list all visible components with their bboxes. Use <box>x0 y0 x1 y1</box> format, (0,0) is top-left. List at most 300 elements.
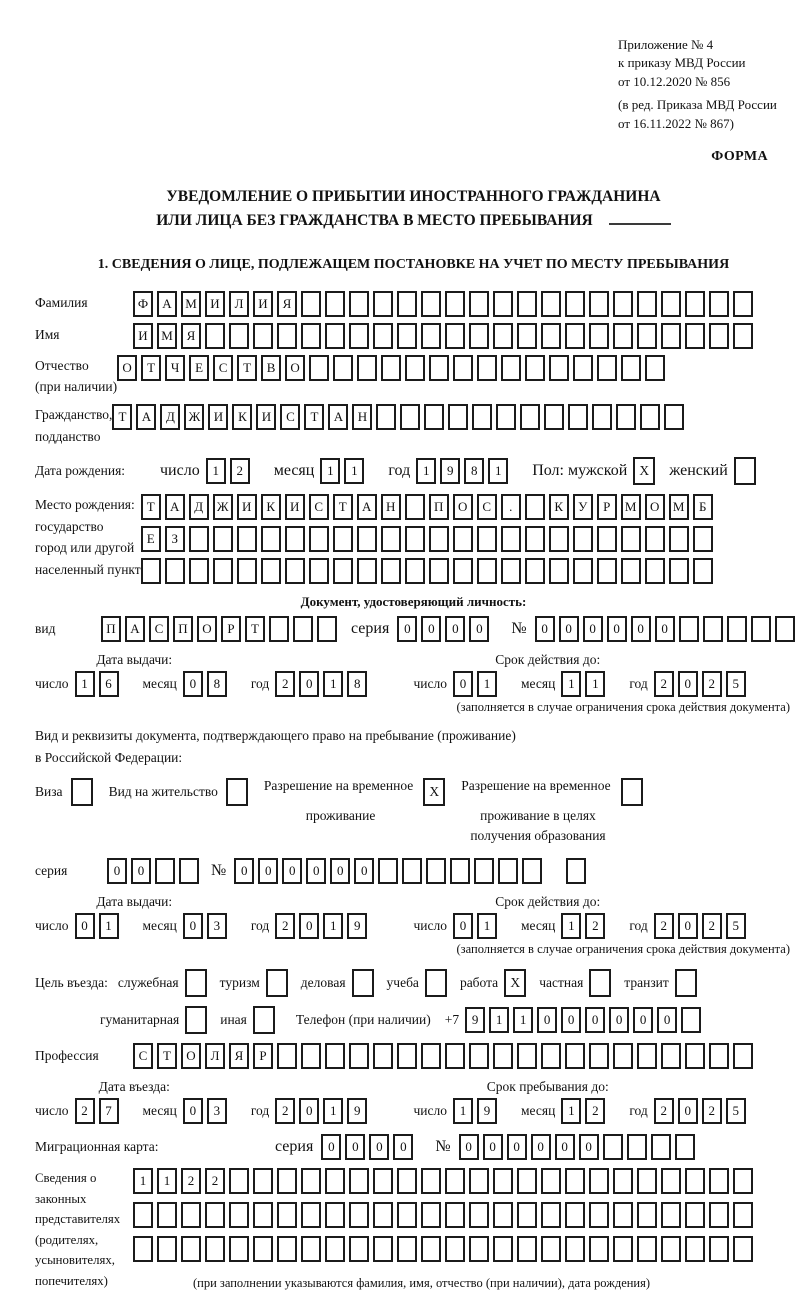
sex-female-checkbox[interactable] <box>734 457 756 485</box>
char-box[interactable] <box>621 355 641 381</box>
char-box[interactable] <box>549 526 569 552</box>
char-box[interactable]: О <box>181 1043 201 1069</box>
char-box[interactable]: 7 <box>99 1098 119 1124</box>
char-box[interactable]: Е <box>189 355 209 381</box>
char-box[interactable] <box>589 1168 609 1194</box>
char-box[interactable]: 0 <box>258 858 278 884</box>
char-box[interactable]: Я <box>181 323 201 349</box>
option-checkbox[interactable] <box>185 969 207 997</box>
char-box[interactable] <box>603 1134 623 1160</box>
char-box[interactable]: 5 <box>726 913 746 939</box>
char-box[interactable] <box>429 558 449 584</box>
char-box[interactable]: О <box>645 494 665 520</box>
char-box[interactable] <box>333 526 353 552</box>
char-box[interactable] <box>205 1236 225 1262</box>
char-box[interactable] <box>549 355 569 381</box>
char-box[interactable] <box>517 1043 537 1069</box>
char-box[interactable] <box>627 1134 647 1160</box>
char-box[interactable] <box>469 1168 489 1194</box>
char-box[interactable] <box>573 526 593 552</box>
char-box[interactable]: 1 <box>206 458 226 484</box>
char-box[interactable]: О <box>453 494 473 520</box>
char-box[interactable]: А <box>157 291 177 317</box>
char-box[interactable]: С <box>133 1043 153 1069</box>
char-box[interactable]: 0 <box>131 858 151 884</box>
char-box[interactable] <box>205 1202 225 1228</box>
char-box[interactable] <box>373 291 393 317</box>
char-box[interactable]: Д <box>189 494 209 520</box>
temp-residence-checkbox[interactable]: X <box>423 778 445 806</box>
char-box[interactable]: 1 <box>75 671 95 697</box>
char-box[interactable] <box>229 1202 249 1228</box>
char-box[interactable] <box>397 1168 417 1194</box>
char-box[interactable]: 1 <box>323 671 343 697</box>
char-box[interactable]: 0 <box>321 1134 341 1160</box>
char-box[interactable] <box>597 558 617 584</box>
char-box[interactable] <box>453 558 473 584</box>
char-box[interactable]: Л <box>229 291 249 317</box>
char-box[interactable] <box>277 323 297 349</box>
char-box[interactable]: 1 <box>489 1007 509 1033</box>
char-box[interactable]: Я <box>229 1043 249 1069</box>
char-box[interactable] <box>613 1236 633 1262</box>
char-box[interactable] <box>525 526 545 552</box>
char-box[interactable] <box>205 323 225 349</box>
char-box[interactable] <box>565 323 585 349</box>
char-box[interactable] <box>405 526 425 552</box>
char-box[interactable] <box>405 494 425 520</box>
char-box[interactable] <box>616 404 636 430</box>
char-box[interactable] <box>373 1236 393 1262</box>
char-box[interactable] <box>189 558 209 584</box>
char-box[interactable]: Т <box>237 355 257 381</box>
char-box[interactable] <box>613 1043 633 1069</box>
char-box[interactable]: Р <box>221 616 241 642</box>
char-box[interactable] <box>685 1043 705 1069</box>
char-box[interactable]: 1 <box>561 1098 581 1124</box>
char-box[interactable]: Т <box>157 1043 177 1069</box>
char-box[interactable] <box>325 1202 345 1228</box>
char-box[interactable]: Т <box>141 355 161 381</box>
char-box[interactable]: А <box>136 404 156 430</box>
char-box[interactable] <box>613 323 633 349</box>
char-box[interactable] <box>685 323 705 349</box>
char-box[interactable] <box>709 323 729 349</box>
char-box[interactable] <box>566 858 586 884</box>
char-box[interactable] <box>301 1043 321 1069</box>
char-box[interactable] <box>709 1168 729 1194</box>
char-box[interactable]: 1 <box>477 913 497 939</box>
char-box[interactable]: А <box>125 616 145 642</box>
residence-permit-checkbox[interactable] <box>226 778 248 806</box>
char-box[interactable]: 1 <box>133 1168 153 1194</box>
char-box[interactable]: 0 <box>299 1098 319 1124</box>
char-box[interactable] <box>565 1202 585 1228</box>
char-box[interactable] <box>568 404 588 430</box>
char-box[interactable]: 0 <box>531 1134 551 1160</box>
char-box[interactable]: 8 <box>207 671 227 697</box>
char-box[interactable] <box>645 558 665 584</box>
char-box[interactable]: Н <box>352 404 372 430</box>
char-box[interactable]: 8 <box>347 671 367 697</box>
char-box[interactable]: Т <box>141 494 161 520</box>
char-box[interactable] <box>589 1043 609 1069</box>
char-box[interactable] <box>357 526 377 552</box>
char-box[interactable] <box>349 323 369 349</box>
char-box[interactable]: О <box>285 355 305 381</box>
char-box[interactable] <box>429 526 449 552</box>
char-box[interactable] <box>645 526 665 552</box>
char-box[interactable]: 6 <box>99 671 119 697</box>
char-box[interactable] <box>309 526 329 552</box>
char-box[interactable]: 0 <box>234 858 254 884</box>
char-box[interactable] <box>685 1236 705 1262</box>
char-box[interactable] <box>293 616 313 642</box>
char-box[interactable] <box>669 558 689 584</box>
char-box[interactable] <box>474 858 494 884</box>
char-box[interactable] <box>477 526 497 552</box>
char-box[interactable] <box>541 323 561 349</box>
char-box[interactable] <box>493 1168 513 1194</box>
char-box[interactable]: И <box>256 404 276 430</box>
char-box[interactable] <box>445 1202 465 1228</box>
char-box[interactable]: 0 <box>633 1007 653 1033</box>
char-box[interactable]: Ж <box>213 494 233 520</box>
char-box[interactable] <box>525 558 545 584</box>
char-box[interactable] <box>349 1043 369 1069</box>
char-box[interactable]: 2 <box>230 458 250 484</box>
char-box[interactable] <box>445 1236 465 1262</box>
char-box[interactable] <box>373 323 393 349</box>
char-box[interactable] <box>640 404 660 430</box>
char-box[interactable] <box>493 1236 513 1262</box>
char-box[interactable] <box>179 858 199 884</box>
char-box[interactable] <box>613 1168 633 1194</box>
char-box[interactable]: 0 <box>678 671 698 697</box>
char-box[interactable] <box>549 558 569 584</box>
char-box[interactable]: С <box>309 494 329 520</box>
char-box[interactable] <box>664 404 684 430</box>
char-box[interactable] <box>325 291 345 317</box>
char-box[interactable] <box>621 526 641 552</box>
char-box[interactable] <box>661 291 681 317</box>
char-box[interactable] <box>493 1202 513 1228</box>
char-box[interactable] <box>285 526 305 552</box>
char-box[interactable] <box>522 858 542 884</box>
char-box[interactable]: 2 <box>654 1098 674 1124</box>
char-box[interactable]: Ф <box>133 291 153 317</box>
char-box[interactable] <box>333 355 353 381</box>
char-box[interactable] <box>253 1202 273 1228</box>
char-box[interactable]: 2 <box>275 913 295 939</box>
char-box[interactable] <box>181 1236 201 1262</box>
char-box[interactable] <box>426 858 446 884</box>
char-box[interactable]: 0 <box>607 616 627 642</box>
char-box[interactable]: 0 <box>299 671 319 697</box>
char-box[interactable]: 9 <box>465 1007 485 1033</box>
char-box[interactable]: 8 <box>464 458 484 484</box>
char-box[interactable] <box>349 1236 369 1262</box>
char-box[interactable] <box>309 558 329 584</box>
char-box[interactable]: Ж <box>184 404 204 430</box>
char-box[interactable] <box>613 1202 633 1228</box>
char-box[interactable]: 0 <box>507 1134 527 1160</box>
char-box[interactable]: 0 <box>183 1098 203 1124</box>
char-box[interactable] <box>453 355 473 381</box>
char-box[interactable] <box>381 558 401 584</box>
temp-residence-edu-checkbox[interactable] <box>621 778 643 806</box>
char-box[interactable] <box>141 558 161 584</box>
char-box[interactable] <box>469 1043 489 1069</box>
option-checkbox[interactable]: X <box>504 969 526 997</box>
char-box[interactable]: 1 <box>477 671 497 697</box>
char-box[interactable]: 0 <box>393 1134 413 1160</box>
char-box[interactable]: М <box>157 323 177 349</box>
char-box[interactable] <box>733 1168 753 1194</box>
char-box[interactable]: 1 <box>416 458 436 484</box>
char-box[interactable] <box>733 1202 753 1228</box>
visa-checkbox[interactable] <box>71 778 93 806</box>
char-box[interactable] <box>493 291 513 317</box>
char-box[interactable] <box>589 1202 609 1228</box>
char-box[interactable]: 9 <box>440 458 460 484</box>
char-box[interactable] <box>727 616 747 642</box>
char-box[interactable]: Т <box>333 494 353 520</box>
char-box[interactable]: Т <box>245 616 265 642</box>
char-box[interactable] <box>397 323 417 349</box>
char-box[interactable] <box>325 1236 345 1262</box>
char-box[interactable] <box>277 1236 297 1262</box>
char-box[interactable] <box>477 355 497 381</box>
char-box[interactable] <box>309 355 329 381</box>
char-box[interactable] <box>661 1043 681 1069</box>
char-box[interactable]: 0 <box>75 913 95 939</box>
char-box[interactable]: С <box>280 404 300 430</box>
char-box[interactable] <box>589 1236 609 1262</box>
char-box[interactable]: 0 <box>459 1134 479 1160</box>
char-box[interactable] <box>213 526 233 552</box>
char-box[interactable]: М <box>181 291 201 317</box>
char-box[interactable] <box>517 1168 537 1194</box>
char-box[interactable] <box>613 291 633 317</box>
char-box[interactable] <box>637 323 657 349</box>
char-box[interactable] <box>421 1202 441 1228</box>
char-box[interactable] <box>453 526 473 552</box>
char-box[interactable]: 1 <box>323 913 343 939</box>
char-box[interactable] <box>493 323 513 349</box>
char-box[interactable] <box>301 1202 321 1228</box>
char-box[interactable]: 9 <box>347 913 367 939</box>
char-box[interactable] <box>133 1236 153 1262</box>
char-box[interactable] <box>261 526 281 552</box>
char-box[interactable] <box>669 526 689 552</box>
char-box[interactable]: Ч <box>165 355 185 381</box>
char-box[interactable]: А <box>357 494 377 520</box>
char-box[interactable]: 0 <box>579 1134 599 1160</box>
char-box[interactable]: 5 <box>726 1098 746 1124</box>
char-box[interactable] <box>301 1236 321 1262</box>
char-box[interactable] <box>373 1202 393 1228</box>
char-box[interactable] <box>405 355 425 381</box>
char-box[interactable] <box>501 558 521 584</box>
char-box[interactable] <box>679 616 699 642</box>
char-box[interactable] <box>709 1043 729 1069</box>
char-box[interactable] <box>381 355 401 381</box>
char-box[interactable] <box>448 404 468 430</box>
char-box[interactable] <box>445 1168 465 1194</box>
char-box[interactable]: Р <box>253 1043 273 1069</box>
char-box[interactable] <box>573 355 593 381</box>
char-box[interactable]: П <box>101 616 121 642</box>
char-box[interactable] <box>253 323 273 349</box>
char-box[interactable]: 2 <box>585 1098 605 1124</box>
char-box[interactable]: Т <box>304 404 324 430</box>
char-box[interactable] <box>301 323 321 349</box>
char-box[interactable] <box>325 323 345 349</box>
char-box[interactable] <box>469 1236 489 1262</box>
char-box[interactable] <box>592 404 612 430</box>
char-box[interactable] <box>445 291 465 317</box>
char-box[interactable]: К <box>549 494 569 520</box>
char-box[interactable] <box>565 1043 585 1069</box>
char-box[interactable] <box>496 404 516 430</box>
char-box[interactable] <box>685 1168 705 1194</box>
char-box[interactable]: Д <box>160 404 180 430</box>
option-checkbox[interactable] <box>266 969 288 997</box>
char-box[interactable]: И <box>253 291 273 317</box>
char-box[interactable] <box>349 1168 369 1194</box>
char-box[interactable] <box>397 1043 417 1069</box>
char-box[interactable] <box>317 616 337 642</box>
char-box[interactable]: О <box>197 616 217 642</box>
option-checkbox[interactable] <box>425 969 447 997</box>
char-box[interactable]: 9 <box>477 1098 497 1124</box>
char-box[interactable] <box>400 404 420 430</box>
char-box[interactable]: 0 <box>453 671 473 697</box>
char-box[interactable] <box>213 558 233 584</box>
char-box[interactable] <box>157 1236 177 1262</box>
char-box[interactable] <box>493 1043 513 1069</box>
char-box[interactable] <box>165 558 185 584</box>
char-box[interactable]: 0 <box>537 1007 557 1033</box>
char-box[interactable] <box>637 1168 657 1194</box>
char-box[interactable] <box>541 291 561 317</box>
char-box[interactable] <box>661 1168 681 1194</box>
char-box[interactable] <box>373 1168 393 1194</box>
char-box[interactable] <box>253 1236 273 1262</box>
char-box[interactable]: М <box>621 494 641 520</box>
char-box[interactable] <box>229 1236 249 1262</box>
char-box[interactable] <box>325 1168 345 1194</box>
char-box[interactable]: 0 <box>561 1007 581 1033</box>
char-box[interactable] <box>517 323 537 349</box>
char-box[interactable] <box>693 558 713 584</box>
char-box[interactable] <box>541 1202 561 1228</box>
char-box[interactable] <box>376 404 396 430</box>
char-box[interactable]: 2 <box>275 671 295 697</box>
char-box[interactable]: 2 <box>205 1168 225 1194</box>
char-box[interactable]: Р <box>597 494 617 520</box>
char-box[interactable] <box>378 858 398 884</box>
char-box[interactable]: 0 <box>535 616 555 642</box>
char-box[interactable] <box>397 1202 417 1228</box>
char-box[interactable]: 1 <box>344 458 364 484</box>
char-box[interactable]: А <box>165 494 185 520</box>
char-box[interactable]: 0 <box>469 616 489 642</box>
char-box[interactable] <box>421 1236 441 1262</box>
char-box[interactable]: П <box>173 616 193 642</box>
char-box[interactable] <box>675 1134 695 1160</box>
char-box[interactable]: И <box>208 404 228 430</box>
char-box[interactable]: Я <box>277 291 297 317</box>
char-box[interactable]: 2 <box>654 671 674 697</box>
char-box[interactable] <box>155 858 175 884</box>
char-box[interactable] <box>589 323 609 349</box>
char-box[interactable]: И <box>133 323 153 349</box>
char-box[interactable] <box>520 404 540 430</box>
char-box[interactable]: 2 <box>654 913 674 939</box>
char-box[interactable]: П <box>429 494 449 520</box>
char-box[interactable] <box>517 291 537 317</box>
char-box[interactable] <box>637 1202 657 1228</box>
char-box[interactable]: 2 <box>585 913 605 939</box>
char-box[interactable] <box>469 323 489 349</box>
char-box[interactable] <box>133 1202 153 1228</box>
char-box[interactable] <box>301 1168 321 1194</box>
char-box[interactable]: 0 <box>107 858 127 884</box>
char-box[interactable] <box>397 291 417 317</box>
char-box[interactable] <box>541 1043 561 1069</box>
char-box[interactable] <box>357 355 377 381</box>
char-box[interactable] <box>501 526 521 552</box>
char-box[interactable]: И <box>237 494 257 520</box>
char-box[interactable]: 0 <box>354 858 374 884</box>
char-box[interactable]: 1 <box>513 1007 533 1033</box>
char-box[interactable] <box>157 1202 177 1228</box>
char-box[interactable] <box>589 291 609 317</box>
char-box[interactable] <box>429 355 449 381</box>
char-box[interactable]: З <box>165 526 185 552</box>
char-box[interactable]: 2 <box>702 1098 722 1124</box>
char-box[interactable]: 0 <box>609 1007 629 1033</box>
char-box[interactable] <box>421 1168 441 1194</box>
char-box[interactable]: С <box>213 355 233 381</box>
char-box[interactable]: М <box>669 494 689 520</box>
char-box[interactable]: 0 <box>678 1098 698 1124</box>
char-box[interactable] <box>775 616 795 642</box>
char-box[interactable] <box>477 558 497 584</box>
char-box[interactable]: В <box>261 355 281 381</box>
char-box[interactable] <box>733 1236 753 1262</box>
char-box[interactable] <box>269 616 289 642</box>
char-box[interactable]: 3 <box>207 913 227 939</box>
char-box[interactable]: Л <box>205 1043 225 1069</box>
char-box[interactable] <box>421 291 441 317</box>
char-box[interactable]: О <box>117 355 137 381</box>
char-box[interactable] <box>189 526 209 552</box>
char-box[interactable] <box>661 1236 681 1262</box>
char-box[interactable] <box>685 291 705 317</box>
option-checkbox[interactable] <box>675 969 697 997</box>
char-box[interactable] <box>597 526 617 552</box>
char-box[interactable] <box>501 355 521 381</box>
char-box[interactable]: 9 <box>347 1098 367 1124</box>
char-box[interactable] <box>277 1168 297 1194</box>
char-box[interactable] <box>661 1202 681 1228</box>
char-box[interactable] <box>661 323 681 349</box>
char-box[interactable]: 1 <box>320 458 340 484</box>
char-box[interactable] <box>261 558 281 584</box>
